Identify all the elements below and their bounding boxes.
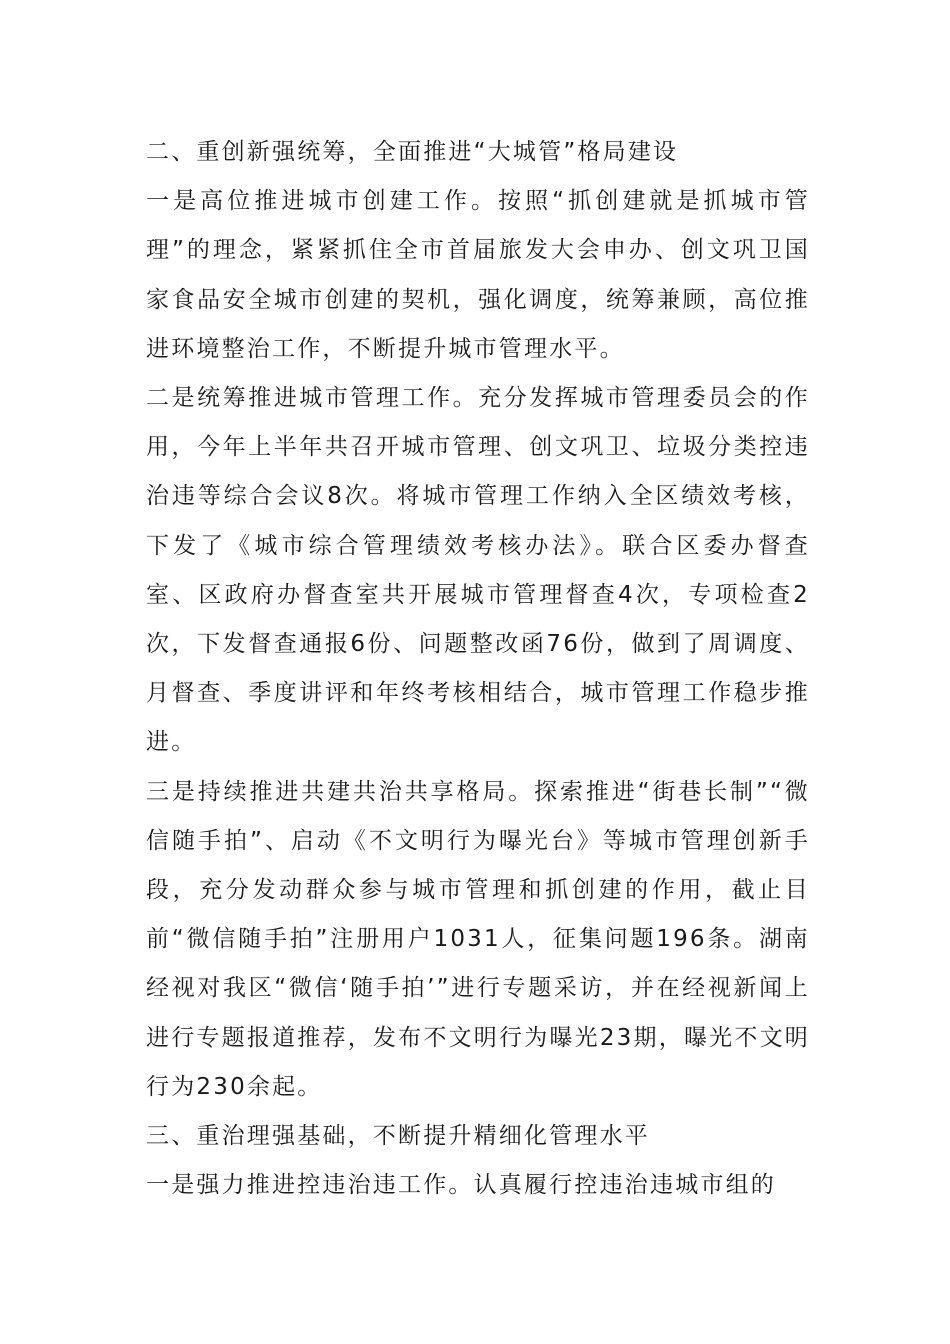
section-heading-2: 二、重创新强统筹，全面推进“大城管”格局建设 (146, 139, 679, 165)
document-body (146, 128, 810, 1210)
paragraph-city-creation: 一是高位推进城市创建工作。按照“抓创建就是抓城市管理”的理念，紧紧抓住全市首届旅发大会申办、创文巩卫国家食品安全城市创建的契机，强化调度，统筹兼顾，高位推进环境整治工作，不断提升城市管理水平。 (146, 188, 810, 362)
paragraph-illegal-construction: 一是强力推进控违治违工作。认真履行控违治违城市组的 (146, 1172, 776, 1199)
section-heading-3: 三、重治理强基础，不断提升精细化管理水平 (146, 1123, 650, 1150)
paragraph-co-governance: 三是持续推进共建共治共享格局。探索推进“街巷长制”“微信随手拍”、启动《不文明行为曝光台》等城市管理创新手段，充分发动群众参与城市管理和抓创建的作用，截止目前“微信随手拍”注册用户1031人，征集问题196条。湖南经视对我区“微信‘随手拍’”进行专题采访，并在经视新闻上进行专题报道推荐，发布不文明行为曝光23期，曝光不文明行为230余起。 (146, 778, 810, 1100)
paragraph-city-management: 二是统筹推进城市管理工作。充分发挥城市管理委员会的作用，今年上半年共召开城市管理、创文巩卫、垃圾分类控违治违等综合会议8次。将城市管理工作纳入全区绩效考核，下发了《城市综合管理绩效考核办法》。联合区委办督查室、区政府办督查室共开展城市管理督查4次，专项检查2次，下发督查通报6份、问题整改函76份，做到了周调度、月督查、季度讲评和年终考核相结合，城市管理工作稳步推进。 (146, 385, 810, 756)
